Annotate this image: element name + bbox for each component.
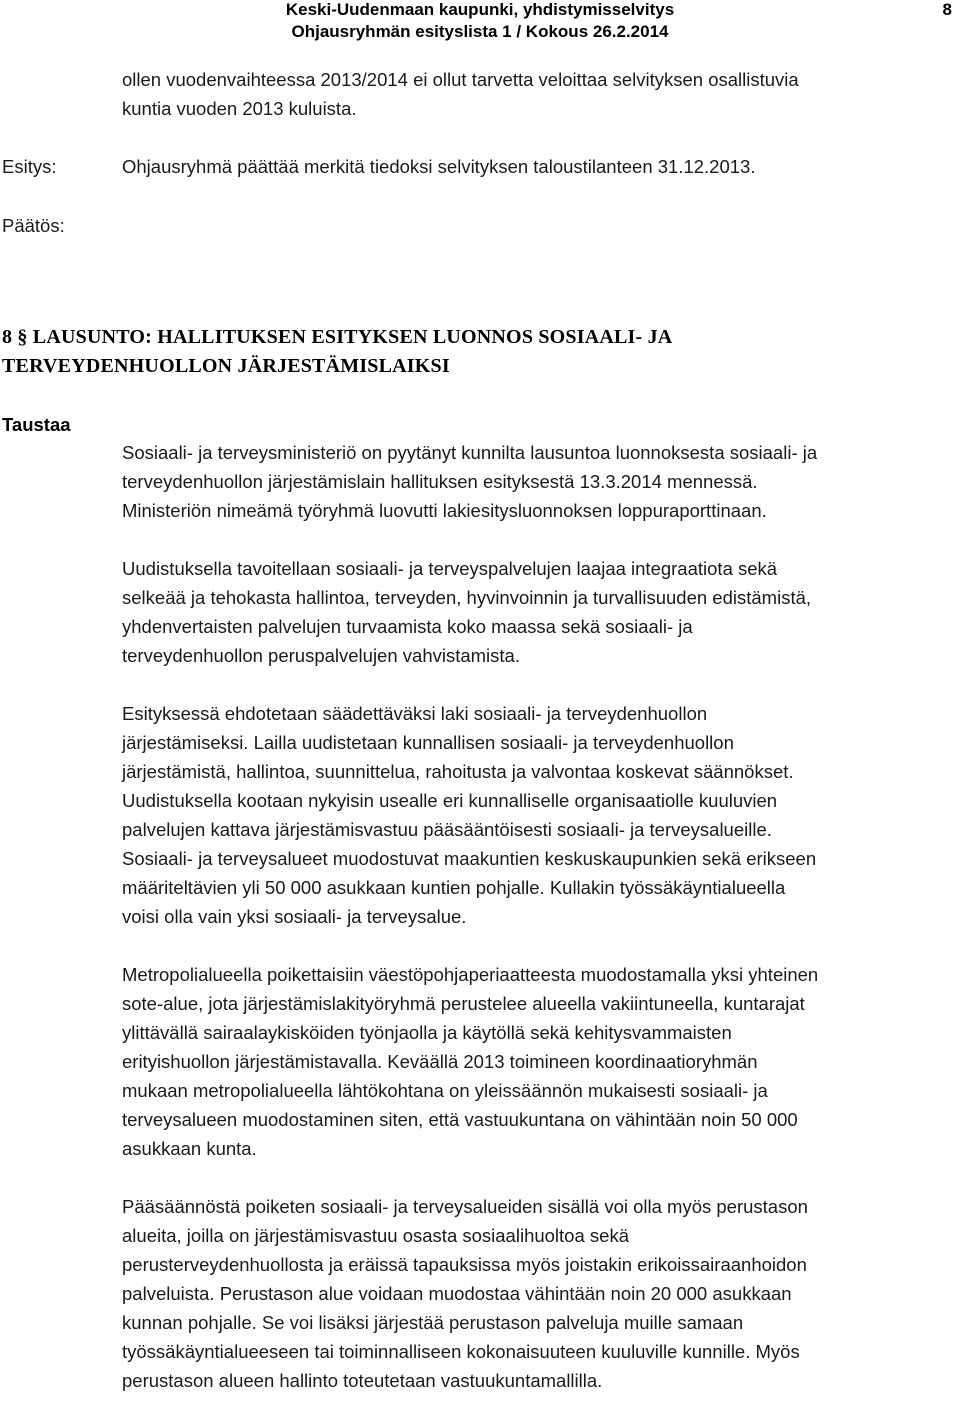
text-line: määriteltävien yli 50 000 asukkaan kuntien pohjalle. Kullakin työssäkäyntialueella: [122, 877, 786, 898]
text-line: työssäkäyntialueeseen tai toiminnalliseen kokonaisuuteen kuuluville kunnille. Myös: [122, 1341, 800, 1362]
text-line: terveydenhuollon peruspalvelujen vahvistamista.: [122, 645, 520, 666]
text-line: Ministeriön nimeämä työryhmä luovutti lakiesitysluonnoksen loppuraporttinaan.: [122, 500, 767, 521]
taustaa-label: Taustaa: [2, 414, 71, 435]
esitys-label: Esitys:: [2, 156, 57, 177]
text-line: Sosiaali- ja terveysalueet muodostuvat maakuntien keskuskaupunkien sekä erikseen: [122, 848, 817, 869]
text-line: perusterveydenhuollosta ja eräissä tapauksissa myös joistakin erikoissairaanhoidon: [122, 1254, 807, 1275]
text-line: kunnan pohjalle. Se voi lisäksi järjestää perustason palveluja muille samaan: [122, 1312, 744, 1333]
text-line: terveydenhuollon järjestämislain hallituksen esityksestä 13.3.2014 mennessä.: [122, 471, 758, 492]
text-line: yhdenvertaisten palvelujen turvaamista koko maassa sekä sosiaali- ja: [122, 616, 693, 637]
text-line: Sosiaali- ja terveysministeriö on pyytänyt kunnilta lausuntoa luonnoksesta sosiaali- ja: [122, 442, 818, 463]
paragraph: [122, 1192, 957, 1395]
paragraph: [122, 960, 957, 1163]
text-line: järjestämiseksi. Lailla uudistetaan kunnallisen sosiaali- ja terveydenhuollon: [122, 732, 734, 753]
paragraph: [122, 438, 957, 525]
section-heading-line: TERVEYDENHUOLLON JÄRJESTÄMISLAIKSI: [2, 355, 450, 377]
text-line: selkeää ja tehokasta hallintoa, terveyden, hyvinvoinnin ja turvallisuuden edistämistä,: [122, 587, 812, 608]
text-line: erityishuollon järjestämistavalla. Keväällä 2013 toimineen koordinaatioryhmän: [122, 1051, 758, 1072]
header-organization: Keski-Uudenmaan kaupunki, yhdistymisselvitys: [285, 0, 675, 19]
paatos-label: Päätös:: [2, 215, 65, 236]
text-line: perustason alueen hallinto toteutetaan vastuukuntamallilla.: [122, 1370, 603, 1391]
paragraph: [122, 699, 957, 931]
text-line: asukkaan kunta.: [122, 1138, 257, 1159]
text-line: Metropolialueella poikettaisiin väestöpohjaperiaatteesta muodostamalla yksi yhteinen: [122, 964, 819, 985]
text-line: terveysalueen muodostaminen siten, että vastuukuntana on vähintään noin 50 000: [122, 1109, 798, 1130]
esitys-text: Ohjausryhmä päättää merkitä tiedoksi selvityksen taloustilanteen 31.12.2013.: [122, 156, 756, 177]
text-line: Pääsäännöstä poiketen sosiaali- ja terveysalueiden sisällä voi olla myös perustason: [122, 1196, 808, 1217]
page-number: 8: [942, 0, 952, 19]
text-line: mukaan metropolialueella lähtökohtana on yleissäännön mukaisesti sosiaali- ja: [122, 1080, 768, 1101]
text-line: ylittävällä sairaalaykisköiden työnjaolla ja käytöllä sekä kehitysvammaisten: [122, 1022, 732, 1043]
text-line: kuntia vuoden 2013 kuluista.: [122, 98, 357, 119]
text-line: Uudistuksella kootaan nykyisin usealle eri kunnalliselle organisaatiolle kuuluvien: [122, 790, 778, 811]
header-meeting: Ohjausryhmän esityslista 1 / Kokous 26.2.2014: [291, 22, 669, 41]
text-line: ollen vuodenvaihteessa 2013/2014 ei ollut tarvetta veloittaa selvityksen osallistuvia: [122, 69, 799, 90]
text-line: Esityksessä ehdotetaan säädettäväksi laki sosiaali- ja terveydenhuollon: [122, 703, 708, 724]
paragraph: [122, 554, 957, 670]
page-header: [0, 0, 960, 44]
text-line: järjestämistä, hallintoa, suunnittelua, rahoitusta ja valvontaa koskevat säännökset.: [122, 761, 794, 782]
text-line: alueita, joilla on järjestämisvastuu osasta sosiaalihuoltoa sekä: [122, 1225, 629, 1246]
continuation-text: [122, 65, 957, 123]
text-line: palveluista. Perustason alue voidaan muodostaa vähintään noin 20 000 asukkaan: [122, 1283, 792, 1304]
text-line: sote-alue, jota järjestämislakityöryhmä perustelee alueella vakiintuneella, kuntarajat: [122, 993, 805, 1014]
text-line: Uudistuksella tavoitellaan sosiaali- ja terveyspalvelujen laajaa integraatiota sekä: [122, 558, 778, 579]
section-body: [122, 438, 957, 1395]
text-line: voisi olla vain yksi sosiaali- ja terveysalue.: [122, 906, 467, 927]
text-line: palvelujen kattava järjestämisvastuu pääsääntöisesti sosiaali- ja terveysalueille.: [122, 819, 772, 840]
section-heading-line: 8 § LAUSUNTO: HALLITUKSEN ESITYKSEN LUONNOS SOSIAALI- JA: [2, 326, 673, 348]
section-heading: [2, 323, 902, 381]
